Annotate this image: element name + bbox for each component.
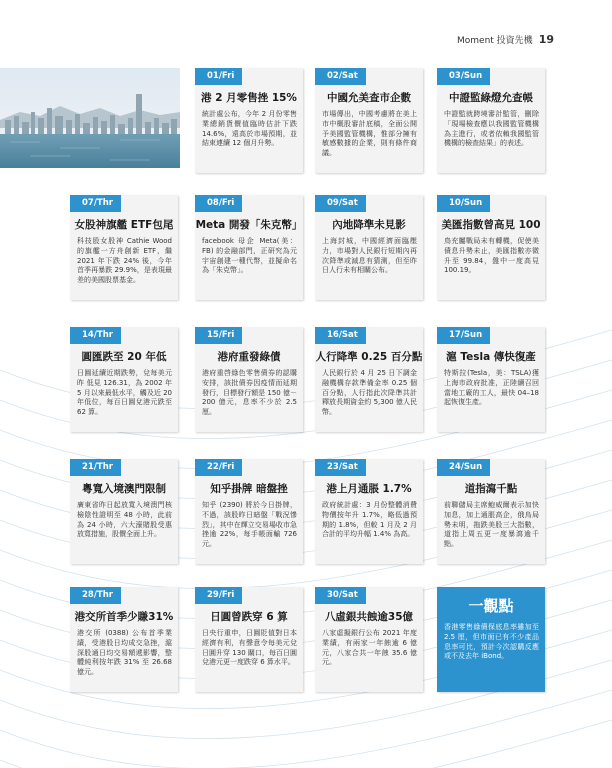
card-date: 23/Sat — [315, 459, 366, 476]
card-date: 29/Fri — [195, 587, 242, 604]
news-card — [70, 587, 178, 692]
page-number: 19 — [538, 33, 554, 46]
card-body: 上海封城，中國經濟面臨壓力，市場對人民銀行短期內再次降準或減息有猜測，但至昨日人行未有相關公布。 — [322, 237, 417, 275]
card-date: 10/Sun — [437, 195, 490, 212]
card-date: 01/Fri — [195, 68, 242, 85]
page-header — [457, 33, 554, 46]
news-card — [315, 587, 423, 692]
card-date: 21/Thr — [70, 459, 121, 476]
card-body: 統計處公布，今年 2 月份零售業總銷貨價值臨時估計下跌 14.6%，遠高於市場預期，並結束連續 12 個月升勢。 — [202, 110, 297, 148]
card-date: 16/Sat — [315, 327, 366, 344]
news-card — [437, 195, 545, 300]
card-title: 八虛銀共蝕逾35億 — [324, 611, 414, 623]
news-card — [70, 327, 178, 432]
card-body: 特斯拉(Tesla，美：TSLA)獲上海市政府批准，正陸續召回當地工廠的工人，最快 04–18 起恢復生產。 — [444, 369, 539, 407]
news-card — [315, 68, 423, 173]
card-title: 美匯指數曾高見 100 — [441, 219, 541, 231]
news-card — [70, 195, 178, 300]
card-date: 28/Thr — [70, 587, 121, 604]
viewpoint-body: 香港零售綠債保底息率雖加至 2.5 厘，但市面已有不少產品息率可比，預計今次認購反應或不及去年 iBond。 — [444, 623, 539, 661]
news-card — [315, 459, 423, 564]
card-title: 內地降準未見影 — [332, 219, 406, 231]
news-card — [195, 459, 303, 564]
card-title: 知乎掛牌 暗盤挫 — [210, 483, 288, 495]
card-title: 日圓曾跌穿 6 算 — [210, 611, 288, 623]
news-card — [437, 459, 545, 564]
card-title: 港上月通脹 1.7% — [326, 483, 412, 495]
card-date: 17/Sun — [437, 327, 490, 344]
card-title: 圓匯跌至 20 年低 — [81, 351, 167, 363]
card-body: 政府統計處：3 月份整體消費物價按年升 1.7%，略低過預期的 1.8%，但較 1 月及 2 月合計的平均升幅 1.4% 為高。 — [322, 501, 417, 539]
card-body: 中證監就跨境審計監管，刪除「現場檢查應以我國監管機構為主進行，或者依賴我國監管機構的檢查結果」的表述。 — [444, 110, 539, 148]
news-card — [195, 195, 303, 300]
card-date: 02/Sat — [315, 68, 366, 85]
card-title: 港府重發綠債 — [217, 351, 281, 363]
card-body: 八家虛擬銀行公布 2021 年度業績，有兩家一年蝕逾 6 億元，八家合共一年蝕 35.6 億元。 — [322, 629, 417, 667]
card-body: 港府重啓綠色零售債券的認購安排，該批債券因疫情而延期發行，目標發行額是 150 億－200 億元，息率不少於 2.5 厘。 — [202, 369, 297, 417]
card-body: 日圓延續近期跌勢，兌每美元昨 低見 126.31，為 2002 年 5 月以來最低水平，觸及近 20 年低位，每百日圓兌港元跌至 62 算。 — [77, 369, 172, 417]
card-body: facebook 母企 Meta(美：FB) 的金融部門，正研究為元宇宙創建一種代幣，並擬命名為「朱克幣」。 — [202, 237, 297, 275]
card-title: 女股神旗艦 ETF包尾 — [74, 219, 174, 231]
card-date: 22/Fri — [195, 459, 242, 476]
news-card — [315, 327, 423, 432]
card-date: 08/Fri — [195, 195, 242, 212]
publication-name: Moment 投資先機 — [457, 36, 533, 46]
harbour-skyline-photo — [0, 68, 180, 168]
card-title: 滬 Tesla 傳快復產 — [446, 351, 536, 363]
card-title: 港交所首季少賺31% — [74, 611, 174, 623]
card-title: 中證監綠燈允查帳 — [449, 92, 533, 104]
card-body: 人民銀行於 4 月 25 日下調金融機構存款準備金率 0.25 個百分點，人行指此次降準共計釋放長期資金約 5,300 億人民幣。 — [322, 369, 417, 417]
card-date: 09/Sat — [315, 195, 366, 212]
card-body: 廣東省昨日起放寬入境澳門核檢陰性證明至 48 小時，此前為 24 小時，六大濠賭股受惠放寬措施，股價全面上升。 — [77, 501, 172, 539]
card-title: Meta 開發「朱克幣」 — [195, 219, 303, 231]
card-body: 鳥充屬戰局未有轉機，促使美債息升勢未止，美匯指數亦微升至 99.84，盤中一度高見 100.19。 — [444, 237, 539, 275]
card-body: 前聯儲局主席鮑威爾表示加快加息，加上通脹高企，俄烏局勢未明，拖跌美股三大指數，道指上周五更一度暴瀉逾千點。 — [444, 501, 539, 549]
card-body: 日央行重申，日圓貶值對日本經濟有利，有聲意令每美元兌日圓升穿 130 關口，每百日圓兌港元更一度跌穿 6 算水平。 — [202, 629, 297, 667]
news-card — [195, 68, 303, 173]
news-card — [195, 587, 303, 692]
news-card — [315, 195, 423, 300]
card-body: 港交所 (0388) 公布首季業績，受港股日均成交急挫，滬深股通日均交易額遞影響，整體純利按年跌 31% 至 26.68 億元。 — [77, 629, 172, 677]
card-body: 市場傳出，中國考慮將在美上市中概股審計底稿，全面公開予美國監管機構，惟部分擁有敏感數據的企業，則有條件商議。 — [322, 110, 417, 158]
card-date: 03/Sun — [437, 68, 490, 85]
card-title: 道指瀉千點 — [464, 483, 518, 495]
card-title: 人行降準 0.25 百分點 — [315, 351, 423, 363]
card-title: 中國允美查市企數 — [327, 92, 411, 104]
card-body: 科技股女股神 Cathie Wood 的旗艦一方舟創新 ETF，繼 2021 年下跌 24% 後，今年首季再暴跌 29.9%，是表現最差的美國股票基金。 — [77, 237, 172, 285]
viewpoint-card — [437, 587, 545, 692]
card-date: 14/Thr — [70, 327, 121, 344]
card-date: 15/Fri — [195, 327, 242, 344]
news-card — [437, 327, 545, 432]
card-title: 粵寬入境澳門限制 — [82, 483, 166, 495]
viewpoint-title: 一觀點 — [468, 597, 514, 615]
news-card — [70, 459, 178, 564]
card-body: 知乎 (2390) 將於今日掛牌，不過，該股昨日暗盤「戰況慘烈」，其中在輝立交易場收市急挫逾 22%，每手帳面輸 726 元。 — [202, 501, 297, 549]
card-date: 24/Sun — [437, 459, 490, 476]
card-date: 07/Thr — [70, 195, 121, 212]
card-date: 30/Sat — [315, 587, 366, 604]
card-title: 港 2 月零售挫 15% — [201, 92, 297, 104]
news-card — [437, 68, 545, 173]
news-card — [195, 327, 303, 432]
